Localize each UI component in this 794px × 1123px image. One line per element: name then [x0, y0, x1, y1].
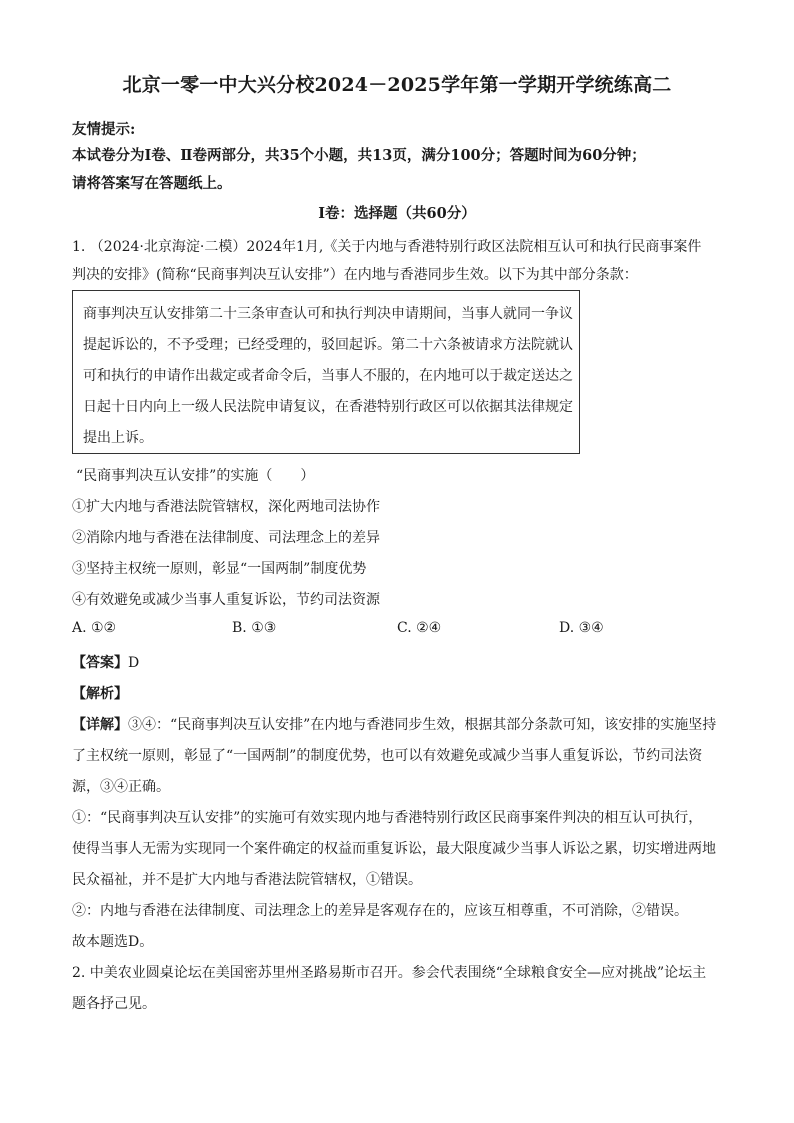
section-title: Ⅰ卷：选择题（共60分）: [318, 205, 476, 222]
q2-stem-line-2: 题各抒己见。: [72, 996, 156, 1012]
q1-question: “民商事判决互认安排”的实施（ ）: [76, 468, 315, 484]
q1-wrong2: ②：内地与香港在法律制度、司法理念上的差异是客观存在的，应该互相尊重，不可消除，②错误。: [72, 903, 688, 919]
answer-tag: 【答案】: [72, 655, 128, 671]
quote-line: 可和执行的申请作出裁定或者命令后，当事人不服的，在内地可以于裁定送达之: [83, 368, 573, 384]
q1-answer: [72, 652, 139, 672]
q1-conclusion: 故本题选D。: [72, 934, 154, 950]
q1-stem-line-1: 1. （2024·北京海淀·二模）2024年1月,《关于内地与香港特别行政区法院相互认可和执行民商事案件: [72, 239, 702, 255]
q2-stem-line-1: 2. 中美农业圆桌论坛在美国密苏里州圣路易斯市召开。参会代表围绕“全球粮食安全—应对挑战”论坛主: [72, 965, 707, 981]
q1-options: [72, 620, 722, 642]
q1-analysis-tag: [72, 683, 128, 703]
notice-line-2: 请将答案写在答题纸上。: [72, 175, 232, 192]
q1-statement: ④有效避免或减少当事人重复诉讼，节约司法资源: [72, 592, 380, 608]
q1-stem-line-2: 判决的安排》(简称“民商事判决互认安排”）在内地与香港同步生效。以下为其中部分条款：: [72, 267, 638, 283]
quote-line: 提出上诉。: [83, 430, 153, 446]
option-a: A. ①②: [72, 620, 117, 636]
quote-line: 提起诉讼的，不予受理；已经受理的，驳回起诉。第二十六条被请求方法院就认: [83, 337, 573, 353]
q1-statement: ②消除内地与香港在法律制度、司法理念上的差异: [72, 530, 380, 546]
analysis-tag: 【解析】: [72, 686, 128, 702]
q1-wrong1-line-3: 民众福祉，并不是扩大内地与香港法院管辖权，①错误。: [72, 872, 422, 888]
q1-detail-line-1: [72, 714, 716, 734]
option-d: D. ③④: [559, 620, 604, 636]
detail-text: ③④：“民商事判决互认安排”在内地与香港同步生效，根据其部分条款可知，该安排的实施坚持: [128, 717, 717, 733]
q1-detail-line-2: 了主权统一原则，彰显了“一国两制”的制度优势，也可以有效避免或减少当事人重复诉讼，节约司法资: [72, 748, 703, 764]
exam-title: 北京一零一中大兴分校2024－2025学年第一学期开学统练高二: [122, 74, 672, 96]
q1-statement: ③坚持主权统一原则，彰显“一国两制”制度优势: [72, 561, 367, 577]
answer-value: D: [128, 655, 140, 671]
notice-heading: 友情提示:: [72, 121, 136, 138]
q1-detail-line-3: 源，③④正确。: [72, 779, 170, 795]
option-c: C. ②④: [397, 620, 442, 636]
q1-quote-box: [72, 290, 580, 454]
notice-line-1: 本试卷分为Ⅰ卷、Ⅱ卷两部分，共35个小题，共13页，满分100分；答题时间为60分钟；: [72, 147, 646, 164]
q1-wrong1-line-2: 使得当事人无需为实现同一个案件确定的权益而重复诉讼，最大限度减少当事人诉讼之累，切实增进两地: [72, 841, 716, 857]
q1-wrong1-line-1: ①：“民商事判决互认安排”的实施可有效实现内地与香港特别行政区民商事案件判决的相互认可执行，: [72, 810, 703, 826]
detail-tag: 【详解】: [72, 717, 128, 733]
quote-line: 商事判决互认安排第二十三条审查认可和执行判决申请期间，当事人就同一争议: [83, 306, 573, 322]
option-b: B. ①③: [232, 620, 277, 636]
q1-statement: ①扩大内地与香港法院管辖权，深化两地司法协作: [72, 499, 380, 515]
quote-line: 日起十日内向上一级人民法院申请复议，在香港特别行政区可以依据其法律规定: [83, 399, 573, 415]
